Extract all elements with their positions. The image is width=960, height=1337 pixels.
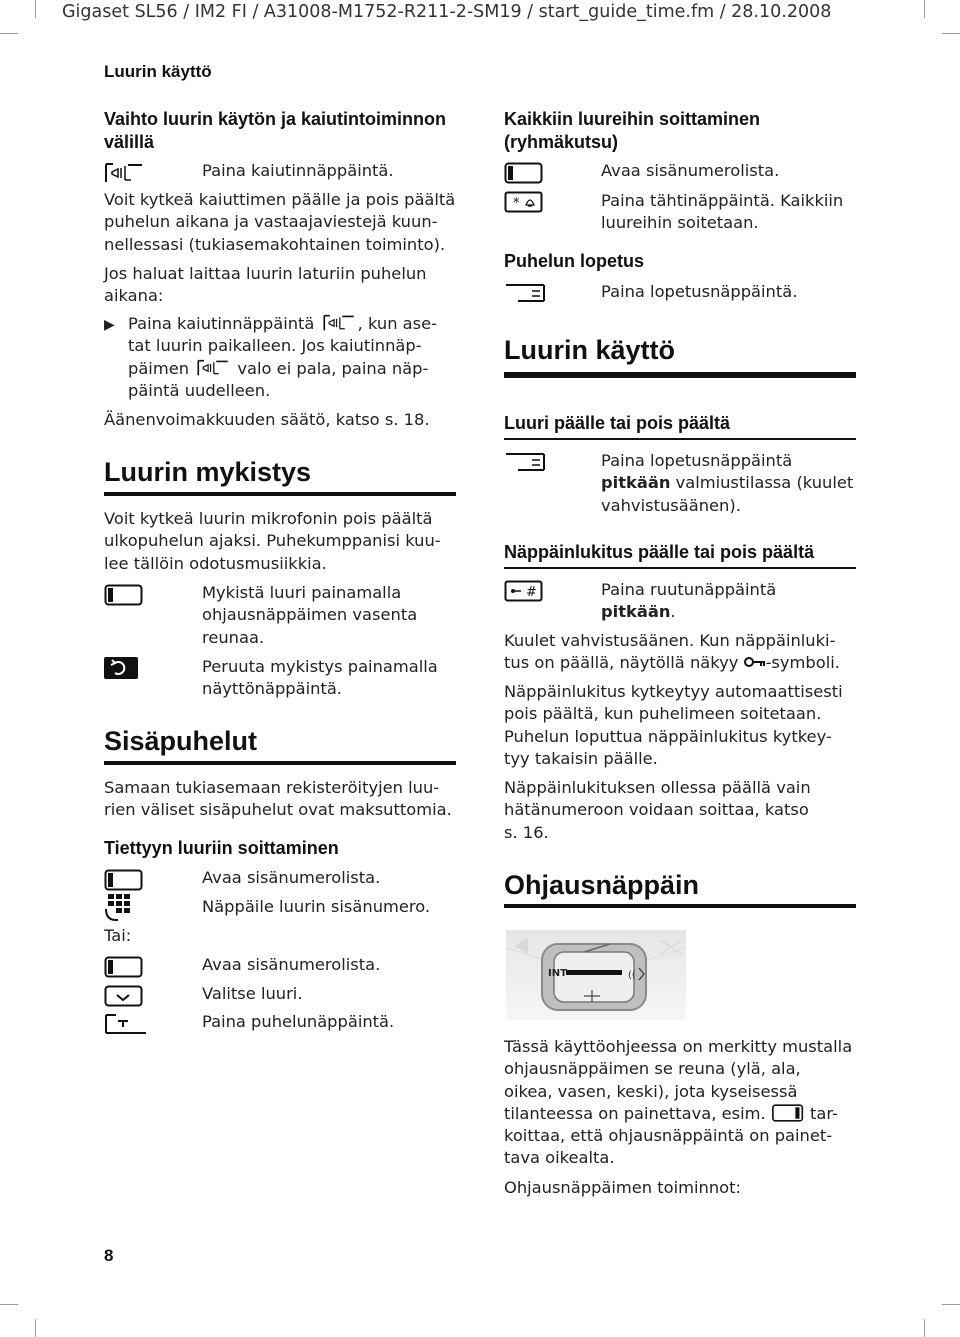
speaker-key-icon (320, 314, 358, 332)
key-description: Avaa sisänumerolista. (601, 161, 780, 180)
text-line: ulkopuhelun ajaksi. Puhekumppanisi kuu- (104, 531, 441, 551)
key-description: Paina kaiutinnäppäintä. (202, 161, 394, 180)
section-title (104, 108, 446, 154)
section-title: Näppäinlukitus päälle tai pois päältä (504, 542, 815, 562)
text-line: ohjausnäppäimen vasenta (202, 605, 418, 625)
key-description (601, 579, 776, 624)
paragraph (104, 263, 426, 308)
text-line: koittaa, että ohjausnäppäintä on painet- (504, 1126, 833, 1146)
key-description (601, 450, 853, 517)
title-line: (ryhmäkutsu) (504, 132, 619, 152)
section-heading: Luurin käyttö (504, 335, 676, 365)
talk-key-icon (104, 1013, 144, 1035)
text-line: Paina tähtinäppäintä. Kaikkiin (601, 191, 844, 210)
text-line: aikana: (104, 286, 164, 306)
text-line: puhelun aikana ja vastaajaviestejä kuun- (104, 212, 438, 232)
section-title: Puhelun lopetus (504, 251, 645, 271)
star-key-icon (504, 191, 544, 213)
text-line: Samaan tukiasemaan rekisteröityjen luu- (104, 778, 440, 797)
end-key-icon (504, 451, 544, 473)
key-description: Paina lopetusnäppäintä. (601, 282, 798, 301)
text-line: Paina lopetusnäppäintä (601, 451, 793, 470)
nav-key-right-icon (771, 1104, 805, 1122)
key-description: Avaa sisänumerolista. (202, 955, 381, 974)
text: . (670, 602, 676, 622)
key-description (202, 582, 417, 649)
text-line: Näppäinlukituksen ollessa päällä vain (504, 778, 811, 797)
heading-rule (504, 904, 856, 908)
title-line: Kaikkiin luureihin soittaminen (504, 109, 761, 129)
text: tus on päällä, näytöllä näkyy (504, 653, 739, 673)
text-line: oikea, vasen, keski), jota kyseisessä (504, 1081, 798, 1101)
text-line: lee tällöin odotusmusiikkia. (104, 553, 327, 573)
text-line (504, 1103, 852, 1125)
crop-mark (0, 33, 18, 34)
text-line: Tässä käyttöohjeessa on merkitty mustalla (504, 1037, 853, 1056)
bullet-triangle-icon: ▶ (104, 317, 115, 333)
title-line: välillä (104, 132, 155, 152)
text: päimen (128, 358, 190, 378)
paragraph: Ohjausnäppäimen toiminnot: (504, 1178, 741, 1197)
text-line: rien väliset sisäpuhelut ovat maksuttomia. (104, 800, 452, 820)
heading-rule (104, 492, 456, 496)
svg-text:*: * (513, 196, 520, 211)
key-lock-icon (744, 652, 766, 664)
text: Paina kaiutinnäppäintä (128, 314, 315, 333)
cross-reference: Äänenvoimakkuuden säätö, katso s. 18. (104, 410, 430, 429)
text-line: tyy takaisin päälle. (504, 748, 658, 768)
nav-key-left-icon (504, 162, 544, 184)
key-description: Avaa sisänumerolista. (202, 868, 381, 887)
text-line: nellessasi (tukiasemakohtainen toiminto). (104, 234, 446, 254)
paragraph (104, 777, 452, 822)
nav-key-down-icon (104, 985, 144, 1007)
title-rule (504, 438, 856, 440)
undo-display-key-icon (104, 657, 144, 679)
control-key-illustration (506, 930, 686, 1020)
text: valmiustilassa (kuulet (670, 473, 854, 493)
key-description: Paina puhelunäppäintä. (202, 1012, 395, 1031)
section-heading: Ohjausnäppäin (504, 870, 700, 900)
section-title: Luuri päälle tai pois päältä (504, 413, 731, 433)
text-line: hätänumeroon voidaan soittaa, katso (504, 800, 809, 820)
paragraph (504, 777, 811, 844)
text-line: Mykistä luuri painamalla (202, 583, 402, 602)
paragraph (504, 630, 840, 675)
text-line: näyttönäppäintä. (202, 679, 342, 699)
key-description (601, 190, 843, 235)
svg-text:((: (( (628, 970, 636, 981)
paragraph (104, 189, 455, 256)
section-heading: Luurin mykistys (104, 457, 312, 487)
page-number: 8 (104, 1246, 114, 1265)
paragraph (504, 681, 843, 770)
speaker-key-icon (194, 359, 232, 377)
text-line: Puhelun loputtua näppäinlukitus kytkey- (504, 726, 832, 746)
nav-key-left-icon (104, 584, 144, 606)
int-label: INT (548, 968, 567, 979)
title-rule (504, 567, 856, 569)
key-description (202, 656, 438, 701)
crop-mark (942, 1304, 960, 1305)
text-line: ohjausnäppäimen se reuna (ylä, ala, (504, 1059, 801, 1079)
svg-text:#: # (526, 585, 537, 600)
hash-key-icon (504, 580, 544, 602)
document-header: Gigaset SL56 / IM2 FI / A31008-M1752-R211-2-SM19 / start_guide_time.fm / 28.10.2008 (62, 2, 832, 22)
text-line: tava oikealta. (504, 1148, 615, 1168)
text-line: tat luurin paikalleen. Jos kaiutinnäp- (128, 336, 422, 356)
end-key-icon (504, 282, 544, 304)
running-head: Luurin käyttö (104, 62, 212, 81)
crop-mark (35, 1319, 36, 1337)
crop-mark (942, 33, 960, 34)
text-line (128, 313, 437, 335)
paragraph (104, 508, 441, 575)
text: , kun ase- (357, 314, 438, 333)
text-line: Kuulet vahvistusäänen. Kun näppäinluki- (504, 631, 836, 650)
emphasis: pitkään (601, 602, 671, 622)
paragraph (504, 1036, 852, 1170)
text-line: s. 16. (504, 822, 549, 842)
text-line: Peruuta mykistys painamalla (202, 657, 438, 676)
text-line (601, 601, 776, 623)
text-line: Voit kytkeä kaiuttimen päälle ja pois päältä (104, 190, 456, 209)
text-line: pois päältä, kun puhelimeen soitetaan. (504, 704, 822, 724)
text: tilanteessa on painettava, esim. (504, 1103, 766, 1123)
text: tar- (810, 1103, 838, 1123)
crop-mark (0, 1304, 18, 1305)
speaker-key-icon (104, 162, 144, 184)
keypad-icon (104, 893, 144, 921)
text-line (128, 358, 437, 380)
text: -symboli. (765, 653, 840, 673)
crop-mark (924, 0, 925, 18)
text-line: luureihin soitetaan. (601, 213, 759, 233)
section-title (504, 108, 760, 154)
text-line: vahvistusäänen). (601, 495, 741, 515)
text-line: Näppäinlukitus kytkeytyy automaattisesti (504, 682, 843, 701)
key-description: Näppäile luurin sisänumero. (202, 897, 431, 916)
emphasis: pitkään (601, 473, 671, 493)
nav-key-left-icon (104, 869, 144, 891)
text-line: Paina ruutunäppäintä (601, 580, 777, 599)
crop-mark (35, 0, 36, 18)
crop-mark (924, 1319, 925, 1337)
text: valo ei pala, paina näp- (237, 358, 429, 378)
text-line: reunaa. (202, 627, 265, 647)
text-line: Voit kytkeä luurin mikrofonin pois päältä (104, 509, 433, 528)
section-heading: Sisäpuhelut (104, 726, 258, 756)
bullet-paragraph (128, 313, 437, 402)
key-description: Valitse luuri. (202, 984, 303, 1003)
text-line: päintä uudelleen. (128, 380, 271, 400)
or-label: Tai: (104, 926, 132, 945)
heading-rule (504, 372, 856, 378)
subsection-title: Tiettyyn luuriin soittaminen (104, 838, 339, 858)
title-line: Vaihto luurin käytön ja kaiutintoiminnon (104, 109, 447, 129)
nav-key-left-icon (104, 956, 144, 978)
text-line: Jos haluat laittaa luurin laturiin puhelun (104, 264, 427, 283)
heading-rule (104, 761, 456, 765)
text-line (504, 652, 840, 674)
text-line (601, 472, 853, 494)
